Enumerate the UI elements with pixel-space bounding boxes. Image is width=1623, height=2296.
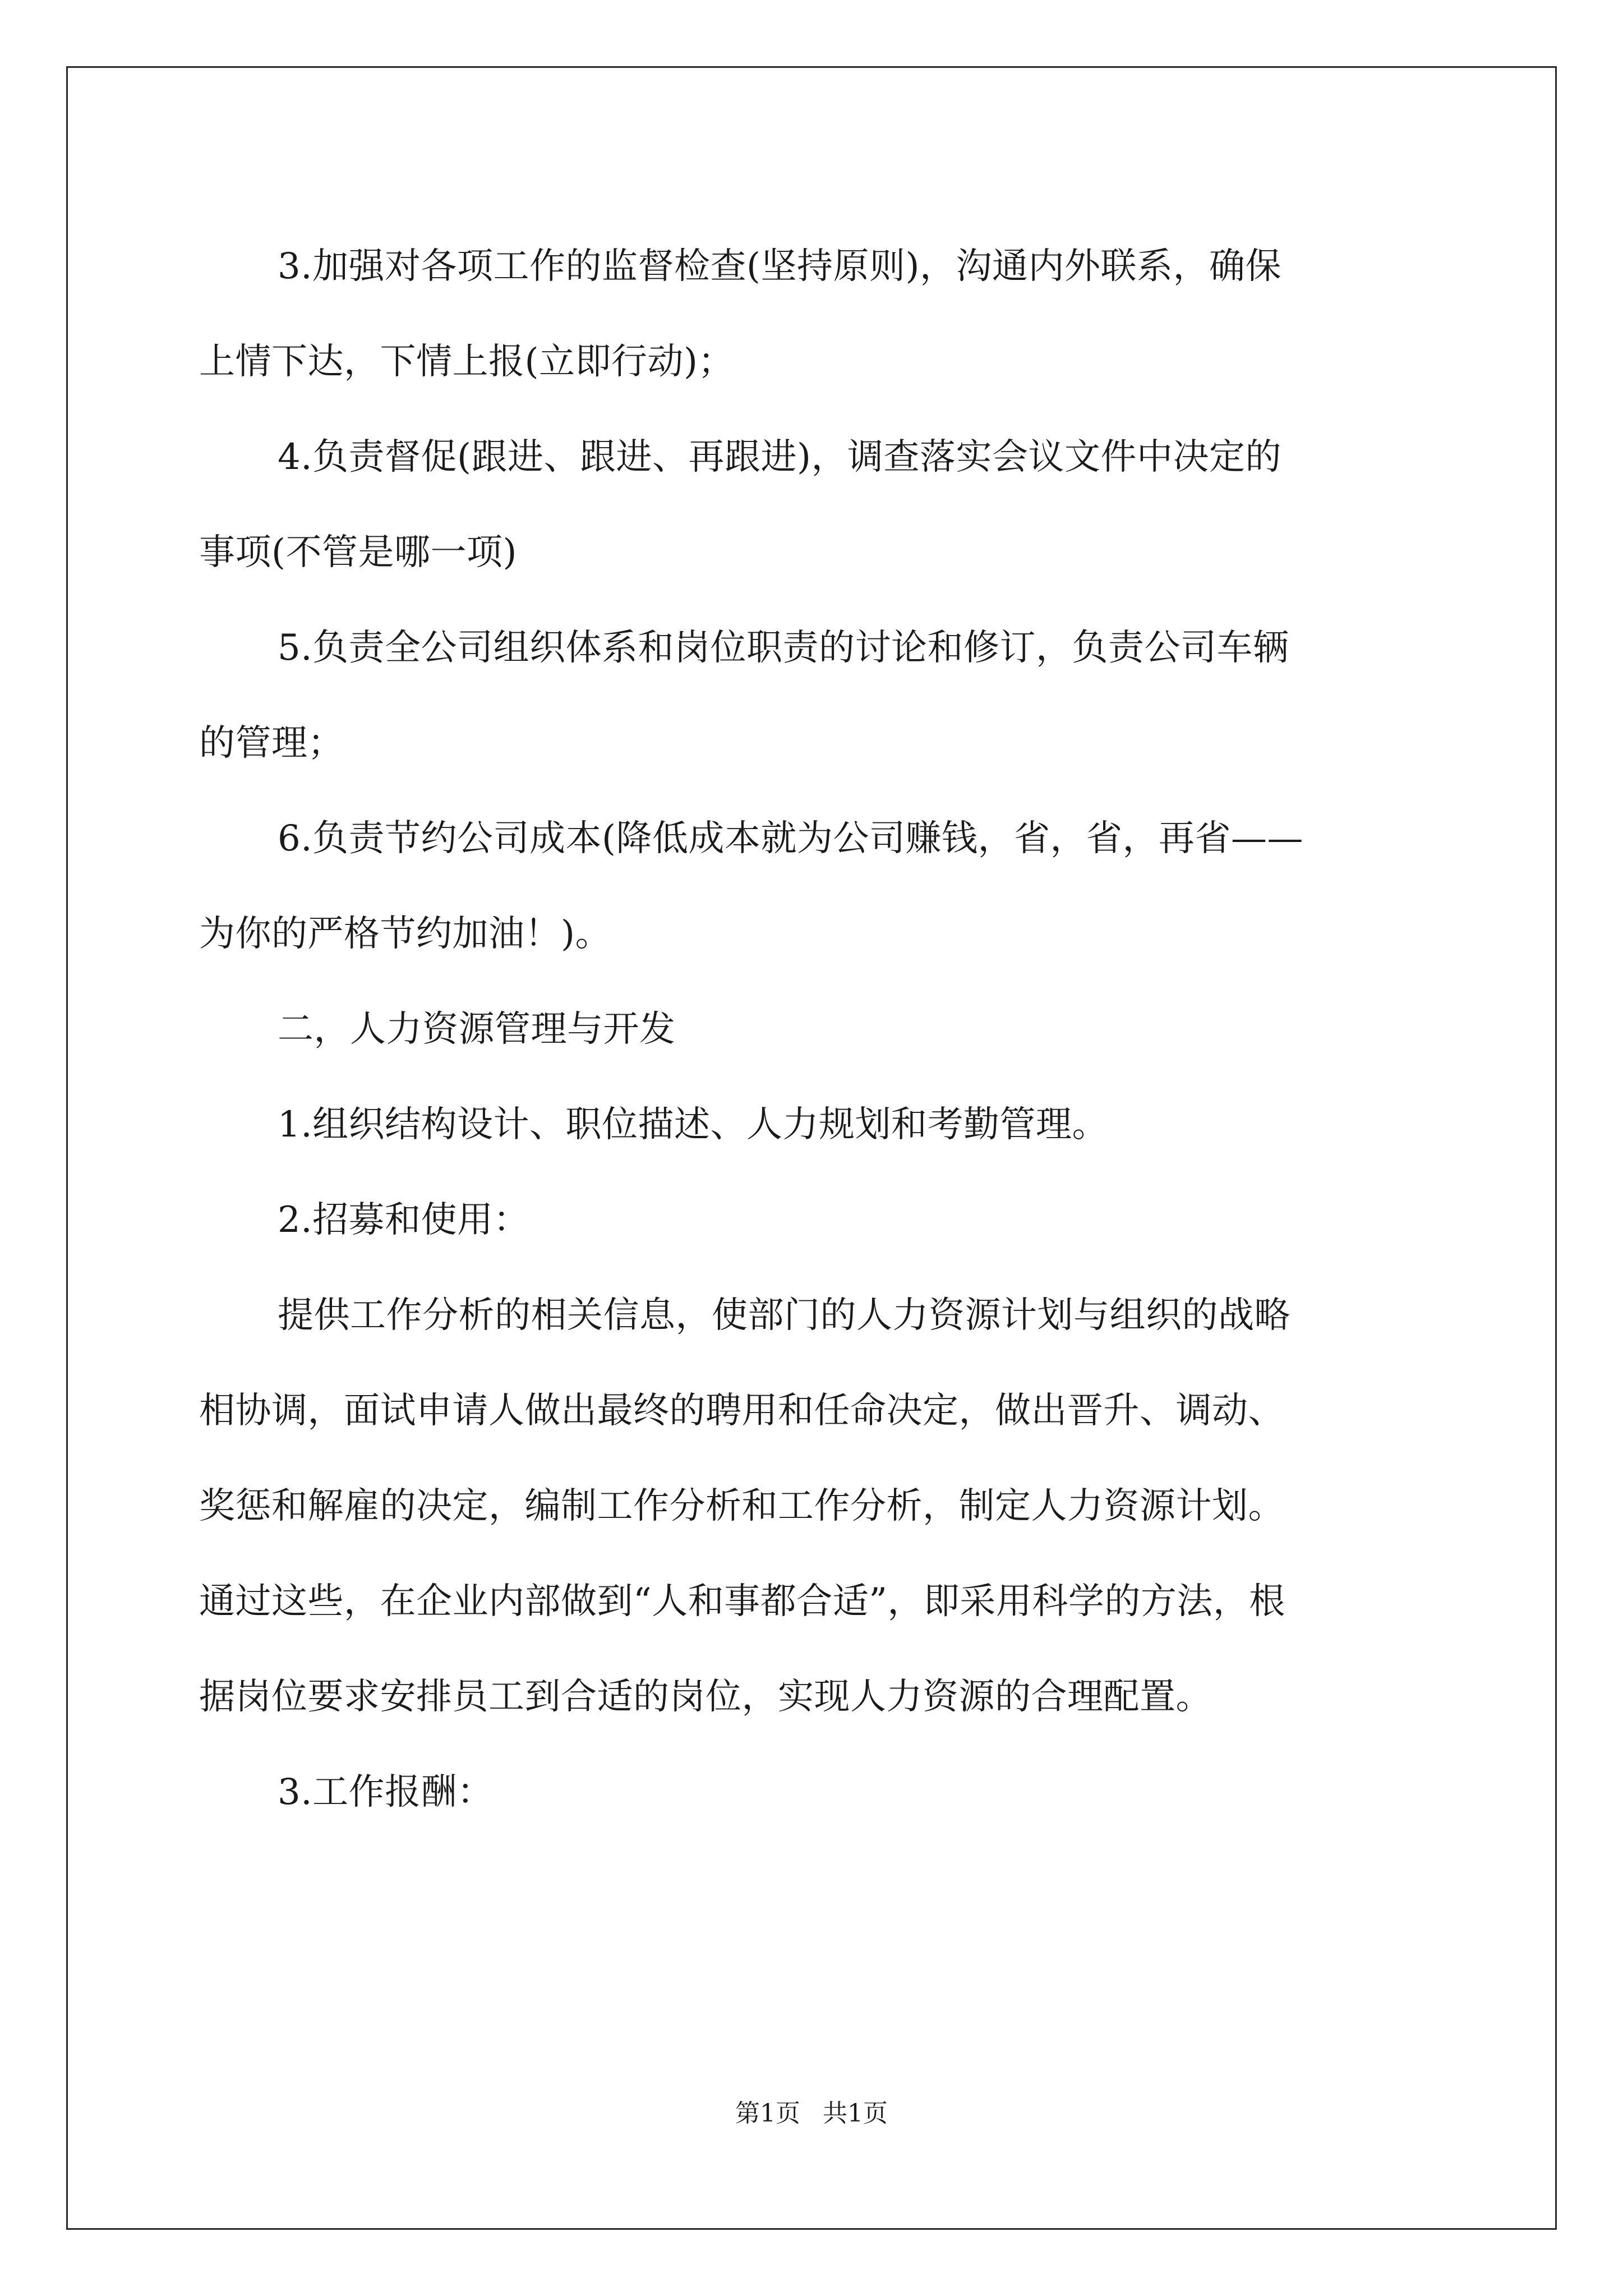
document-body xyxy=(199,219,1430,1840)
recruit-paragraph-line1: 提供工作分析的相关信息，使部门的人力资源计划与组织的战略 xyxy=(278,1295,1290,1336)
paragraph-3-line2: 上情下达，下情上报(立即行动)； xyxy=(199,341,734,383)
item-1: 1.组织结构设计、职位描述、人力规划和考勤管理。 xyxy=(278,1104,1109,1145)
paragraph-4-line2: 事项(不管是哪一项) xyxy=(199,532,517,573)
recruit-paragraph-line3: 奖惩和解雇的决定，编制工作分析和工作分析，制定人力资源计划。 xyxy=(199,1485,1284,1527)
paragraph-4-line1: 4.负责督促(跟进、跟进、再跟进)，调查落实会议文件中决定的 xyxy=(278,436,1281,478)
item-3: 3.工作报酬： xyxy=(278,1772,494,1813)
paragraph-3-line1: 3.加强对各项工作的监督检查(坚持原则)，沟通内外联系，确保 xyxy=(278,246,1281,287)
paragraph-6-line1: 6.负责节约公司成本(降低成本就为公司赚钱，省，省，再省—— xyxy=(278,818,1304,859)
total-pages: 共1页 xyxy=(823,2099,888,2128)
recruit-paragraph-line2: 相协调，面试申请人做出最终的聘用和任命决定，做出晋升、调动、 xyxy=(199,1390,1284,1432)
page-footer xyxy=(0,2097,1623,2131)
paragraph-5-line1: 5.负责全公司组织体系和岗位职责的讨论和修订，负责公司车辆 xyxy=(278,627,1289,669)
recruit-paragraph-line5: 据岗位要求安排员工到合适的岗位，实现人力资源的合理配置。 xyxy=(199,1676,1212,1718)
item-2: 2.招募和使用： xyxy=(278,1199,530,1241)
recruit-paragraph-line4: 通过这些，在企业内部做到“人和事都合适”，即采用科学的方法，根 xyxy=(199,1581,1285,1622)
paragraph-5-line2: 的管理； xyxy=(199,723,344,764)
section-heading: 二，人力资源管理与开发 xyxy=(278,1009,676,1050)
page-number: 第1页 xyxy=(735,2099,800,2128)
paragraph-6-line2: 为你的严格节约加油！)。 xyxy=(199,913,611,955)
